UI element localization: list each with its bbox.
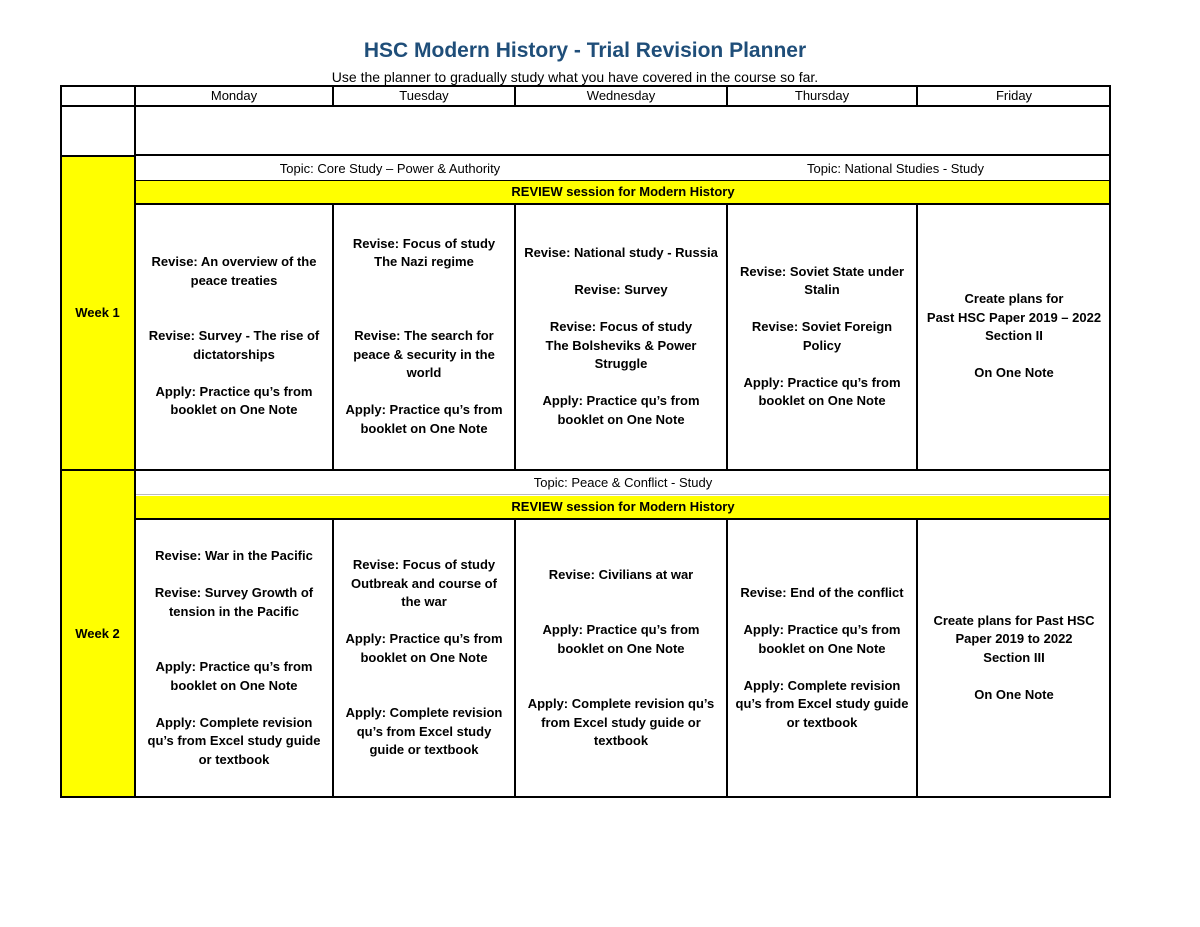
week2-tuesday-cell: Revise: Focus of study Outbreak and course of the war Apply: Practice qu’s from booklet on One Note Apply: Complete revision qu’s from Excel study guide or textbook	[345, 557, 503, 758]
week1-wednesday-cell: Revise: National study - Russia Revise: Survey Revise: Focus of study The Bolsheviks & Power Struggle Apply: Practice qu’s from booklet on One Note	[524, 245, 718, 427]
week2-monday-cell: Revise: War in the Pacific Revise: Survey Growth of tension in the Pacific Apply: Practice qu’s from booklet on One Note Apply: Complete revision qu’s from Excel study guide or textbook	[147, 548, 321, 767]
header-thursday: Thursday	[794, 87, 850, 103]
week2-friday-cell: Create plans for Past HSC Paper 2019 to 2022 Section III On One Note	[933, 612, 1095, 702]
page-title: HSC Modern History - Trial Revision Planner	[363, 39, 807, 62]
week1-tuesday-cell: Revise: Focus of study The Nazi regime Revise: The search for peace & security in the world Apply: Practice qu’s from booklet on One Note	[345, 235, 503, 436]
week2-label: Week 2	[60, 471, 135, 797]
header-monday: Monday	[210, 87, 258, 103]
header-wednesday: Wednesday	[586, 87, 656, 103]
revision-planner-table	[60, 85, 1111, 798]
week1-thursday-cell: Revise: Soviet State under Stalin Revise: Soviet Foreign Policy Apply: Practice qu’s from booklet on One Note	[740, 263, 904, 408]
page-subtitle: Use the planner to gradually study what you have covered in the course so far.	[331, 69, 819, 85]
week1-monday-cell: Revise: An overview of the peace treaties Revise: Survey - The rise of dictatorships Apply: Practice qu’s from booklet on One Note	[148, 254, 320, 418]
week2-review-banner: REVIEW session for Modern History	[135, 496, 1111, 518]
week2-thursday-cell: Revise: End of the conflict Apply: Practice qu’s from booklet on One Note Apply: Complete revision qu’s from Excel study guide or textbook	[735, 585, 909, 730]
week1-topic-national: Topic: National Studies - Study	[806, 160, 985, 176]
header-tuesday: Tuesday	[399, 87, 449, 103]
week1-review-banner: REVIEW session for Modern History	[135, 181, 1111, 203]
week1-label: Week 1	[60, 156, 135, 470]
week1-topic-core: Topic: Core Study – Power & Authority	[279, 160, 501, 176]
week2-topic: Topic: Peace & Conflict - Study	[533, 474, 713, 490]
header-friday: Friday	[995, 87, 1033, 103]
week1-friday-cell: Create plans for Past HSC Paper 2019 – 2022 Section II On One Note	[926, 291, 1102, 381]
week2-wednesday-cell: Revise: Civilians at war Apply: Practice qu’s from booklet on One Note Apply: Complete revision qu’s from Excel study guide or textbook	[527, 566, 715, 748]
